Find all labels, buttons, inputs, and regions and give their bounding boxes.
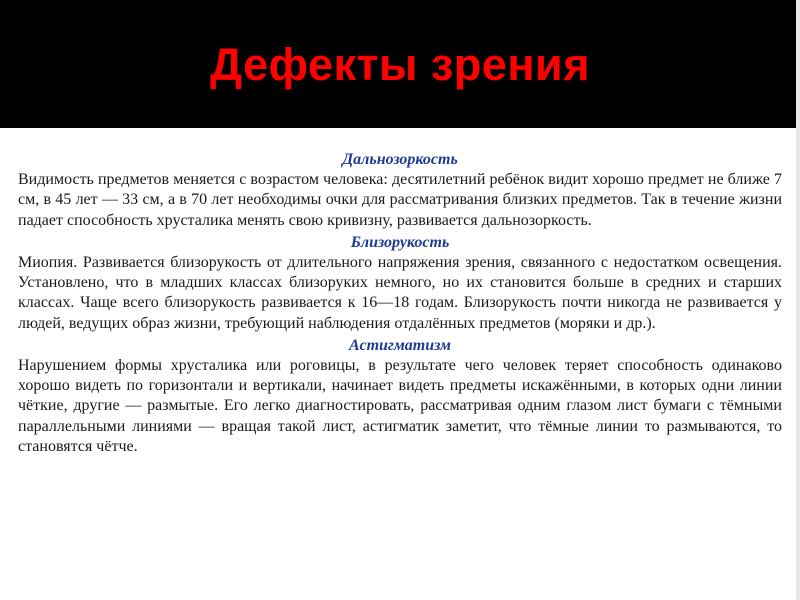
slide-title: Дефекты зрения (210, 39, 590, 90)
slide-body (18, 150, 782, 459)
section-heading-myopia: Близорукость (350, 233, 450, 251)
section-text-hyperopia: Видимость предметов меняется с возрастом человека: десятилетний ребёнок видит хорошо предмет не ближе 7 см, в 45 лет — 33 см, а в 70 лет необходимы очки для рассматривания близких предметов. Так в течение жизни падает способность хрусталика менять свою кривизну, развивается дальнозоркость. (18, 171, 782, 229)
section-heading-hyperopia: Дальнозоркость (342, 151, 458, 168)
section-astigmatism (18, 336, 782, 457)
section-text-myopia: Миопия. Развивается близорукость от длительного напряжения зрения, связанного с недостатком освещения. Установлено, что в младших классах близоруких немного, но их становится больше в средних и старших классах. Чаще всего близорукость развивается к 16—18 годам. Близорукость почти никогда не развивается у людей, ведущих образ жизни, требующий наблюдения отдалённых предметов (моряки и др.). (18, 254, 782, 332)
section-heading-astigmatism: Астигматизм (349, 336, 451, 354)
section-text-astigmatism: Нарушением формы хрусталика или роговицы, в результате чего человек теряет способность одинаково хорошо видеть по горизонтали и вертикали, начинает видеть предметы искажёнными, в которых одни линии чёткие, другие — размытые. Его легко диагностировать, рассматривая одним глазом лист бумаги с тёмными параллельными линиями — вращая такой лист, астигматик заметит, что тёмные линии то размываются, то становятся чётче. (18, 357, 782, 455)
section-myopia (18, 233, 782, 334)
slide-edge-shadow (796, 0, 800, 600)
title-bar (0, 0, 800, 128)
section-hyperopia (18, 150, 782, 231)
